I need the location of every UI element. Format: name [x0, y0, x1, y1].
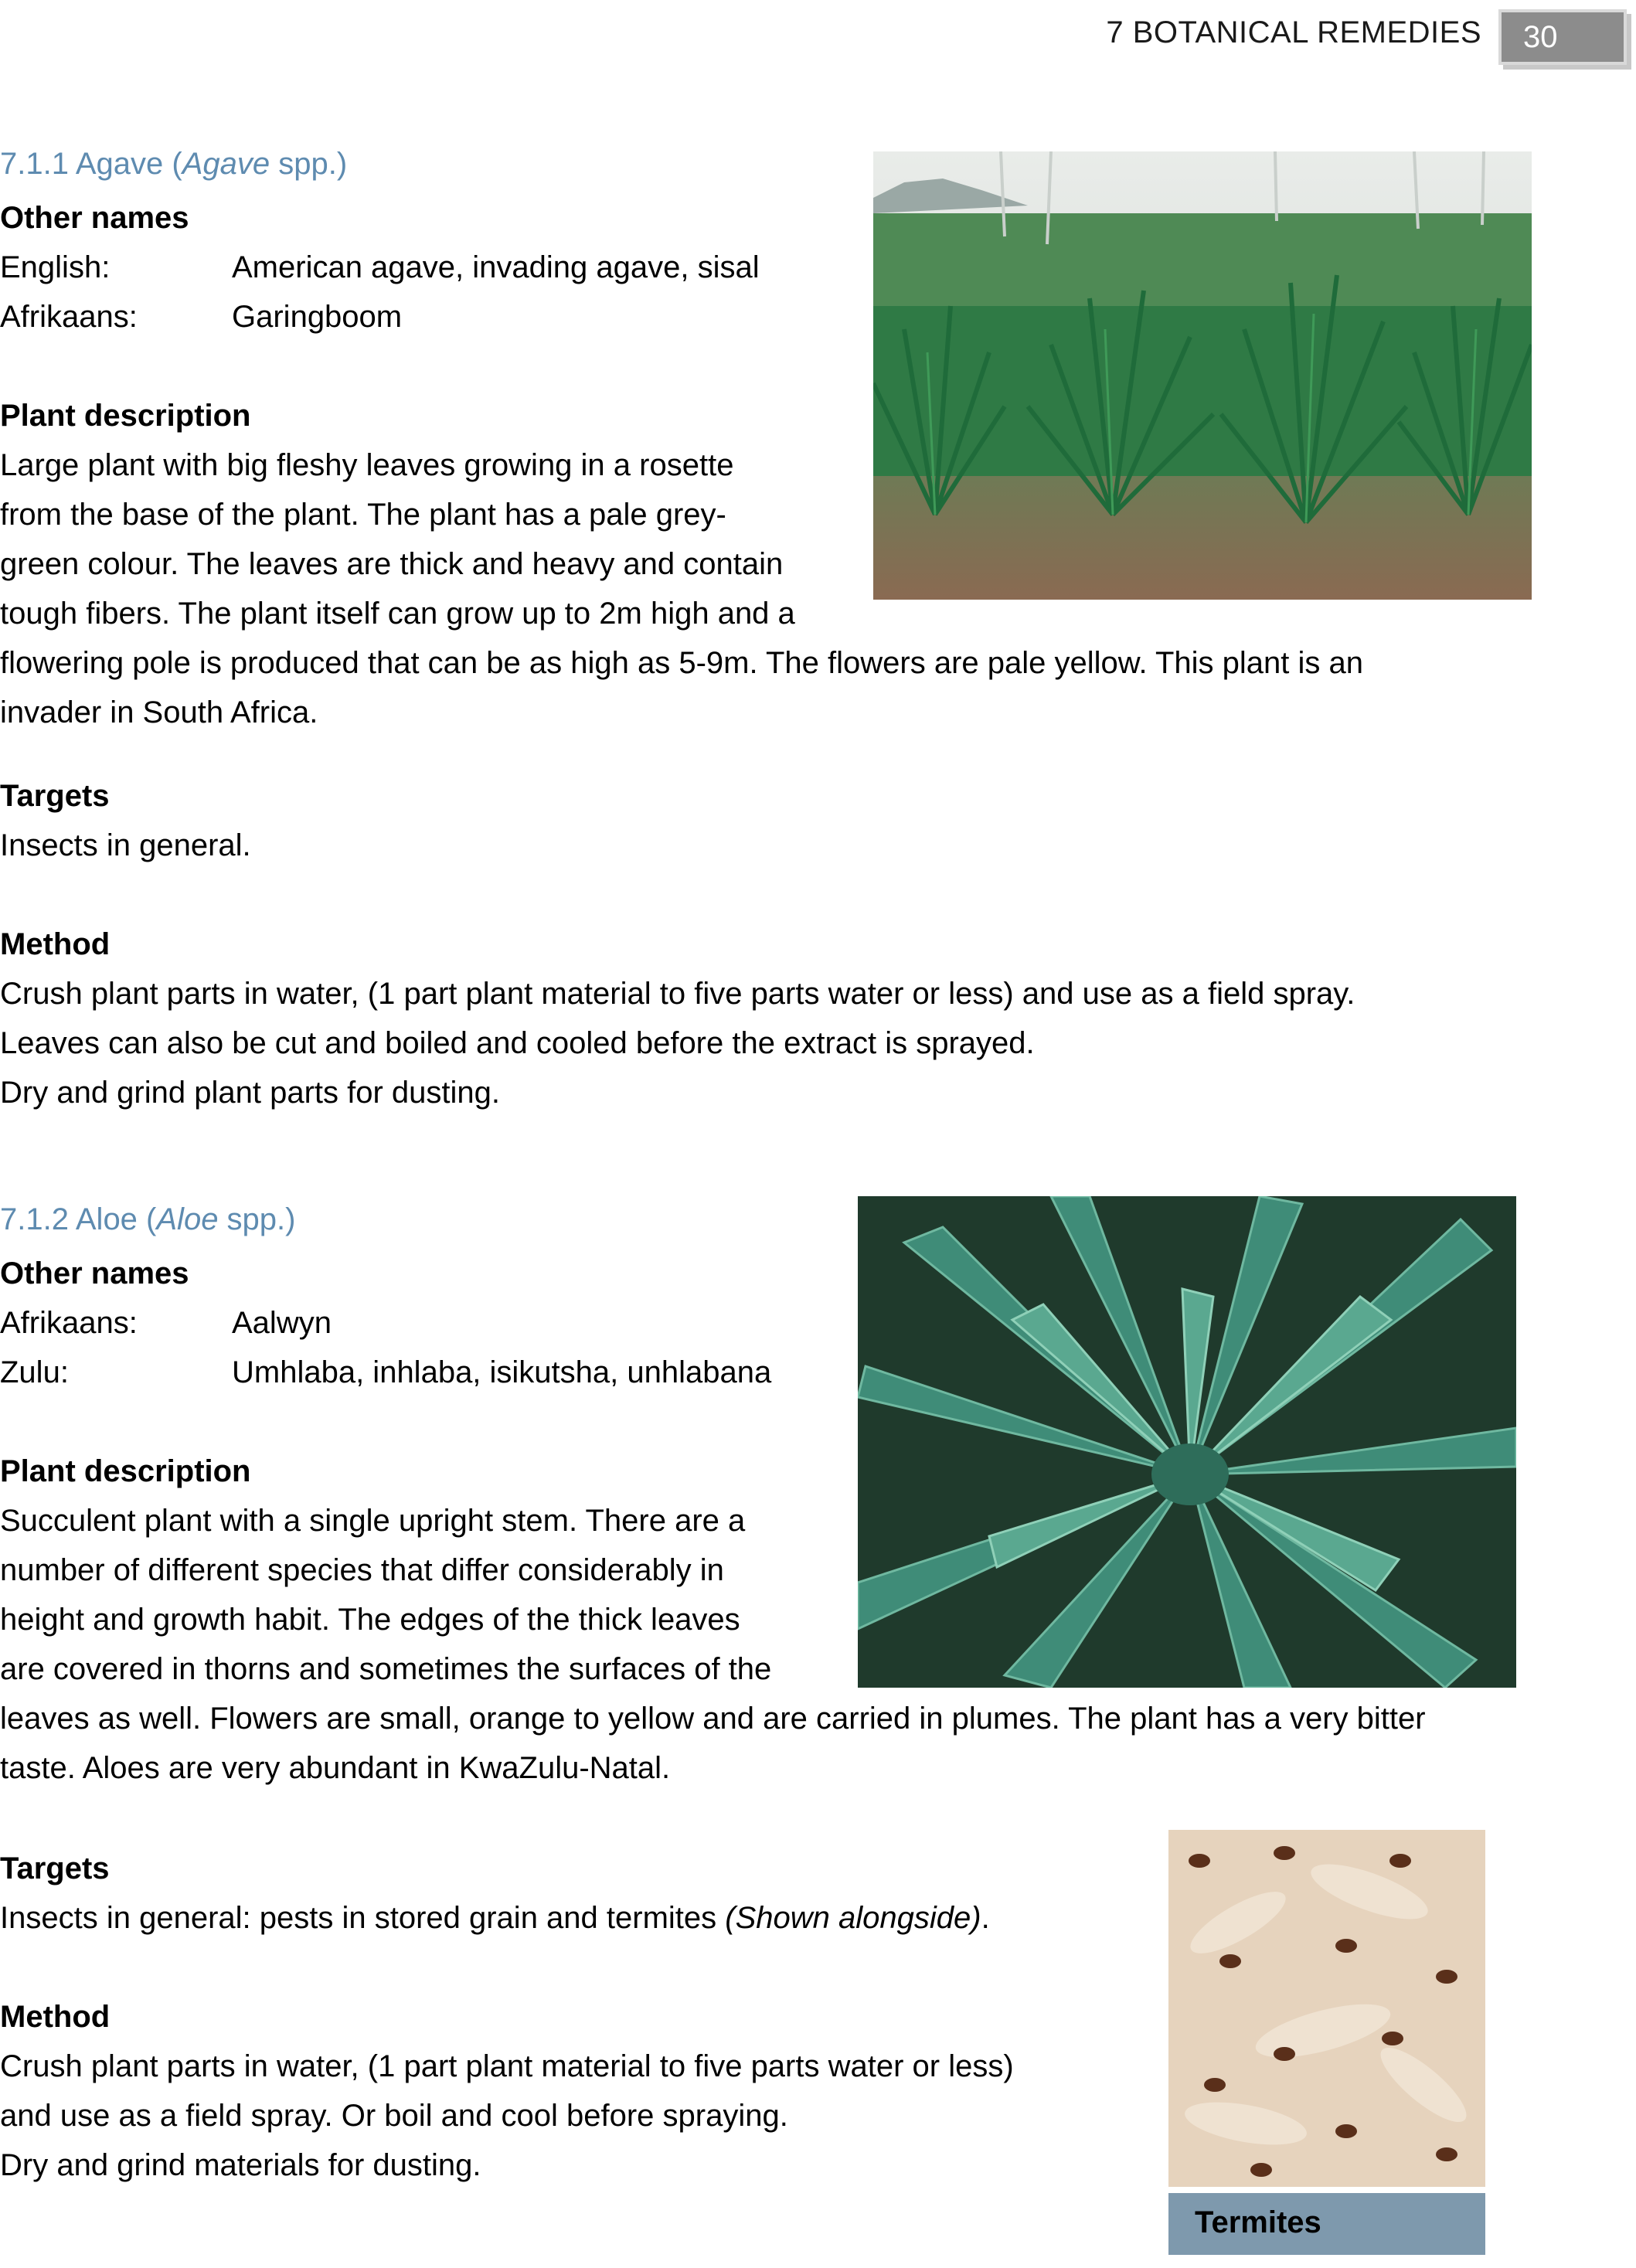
name-value: Aalwyn — [232, 1306, 332, 1340]
agave-description-line: flowering pole is produced that can be as high as 5-9m. The flowers are pale yellow. This plant is an — [0, 646, 1363, 680]
aloe-description-line: Succulent plant with a single upright stem. There are a — [0, 1504, 746, 1538]
aloe-method-label: Method — [0, 2000, 111, 2034]
agave-heading — [0, 147, 347, 182]
aloe-photo — [858, 1196, 1516, 1688]
name-value: Umhlaba, inhlaba, isikutsha, unhlabana — [232, 1355, 772, 1389]
agave-method-line: Leaves can also be cut and boiled and cooled before the extract is sprayed. — [0, 1026, 1035, 1060]
aloe-heading-italic: Aloe — [156, 1202, 219, 1236]
agave-description-label: Plant description — [0, 399, 251, 433]
aloe-description-line: leaves as well. Flowers are small, orange to yellow and are carried in plumes. The plant has a very bitter — [0, 1702, 1426, 1736]
agave-heading-prefix: 7.1.1 Agave ( — [0, 147, 182, 181]
agave-photo — [873, 151, 1532, 600]
aloe-heading — [0, 1202, 295, 1237]
agave-name-row — [0, 292, 402, 342]
agave-targets-label: Targets — [0, 779, 110, 813]
agave-heading-suffix: spp.) — [270, 147, 348, 181]
agave-heading-italic: Agave — [182, 147, 270, 181]
name-value: Garingboom — [232, 300, 403, 334]
name-language: English: — [0, 250, 111, 284]
page-number-box — [1498, 9, 1627, 65]
page-header — [1049, 14, 1636, 68]
aloe-method-line: and use as a field spray. Or boil and cool before spraying. — [0, 2099, 788, 2133]
name-value: American agave, invading agave, sisal — [232, 250, 760, 284]
termites-photo — [1168, 1830, 1485, 2187]
agave-description-line: green colour. The leaves are thick and heavy and contain — [0, 547, 784, 581]
aloe-targets-end: . — [981, 1901, 990, 1935]
aloe-targets-row — [0, 1893, 990, 1943]
aloe-method-line: Crush plant parts in water, (1 part plant material to five parts water or less) — [0, 2049, 1014, 2083]
page-number: 30 — [1523, 20, 1558, 54]
aloe-method-line: Dry and grind materials for dusting. — [0, 2148, 481, 2182]
agave-description-line: tough fibers. The plant itself can grow up to 2m high and a — [0, 597, 795, 631]
name-language: Afrikaans: — [0, 300, 138, 334]
aloe-heading-suffix: spp.) — [218, 1202, 296, 1236]
aloe-heading-prefix: 7.1.2 Aloe ( — [0, 1202, 157, 1236]
aloe-description-line: taste. Aloes are very abundant in KwaZulu-Natal. — [0, 1751, 671, 1785]
aloe-name-row — [0, 1348, 771, 1397]
termites-caption-bar — [1168, 2193, 1485, 2255]
name-language: Afrikaans: — [0, 1306, 138, 1340]
aloe-name-row — [0, 1298, 332, 1348]
aloe-other-names-label: Other names — [0, 1256, 189, 1290]
aloe-description-label: Plant description — [0, 1454, 251, 1488]
name-language: Zulu: — [0, 1355, 69, 1389]
agave-description-line: Large plant with big fleshy leaves growing in a rosette — [0, 448, 734, 482]
agave-other-names-label: Other names — [0, 201, 189, 235]
aloe-targets-note: (Shown alongside) — [725, 1901, 981, 1935]
aloe-description-line: number of different species that differ considerably in — [0, 1553, 724, 1587]
chapter-title: 7 BOTANICAL REMEDIES — [1106, 15, 1481, 49]
aloe-targets-text: Insects in general: pests in stored grain and termites — [0, 1901, 726, 1935]
agave-description-line: invader in South Africa. — [0, 695, 318, 729]
agave-method-label: Method — [0, 927, 111, 961]
agave-name-row — [0, 243, 760, 292]
agave-description-line: from the base of the plant. The plant has a pale grey- — [0, 498, 726, 532]
termites-caption: Termites — [1195, 2205, 1321, 2239]
aloe-targets-label: Targets — [0, 1851, 110, 1885]
agave-method-line: Crush plant parts in water, (1 part plant material to five parts water or less) and use as a field spray. — [0, 977, 1355, 1011]
agave-targets-text: Insects in general. — [0, 828, 251, 862]
aloe-description-line: height and growth habit. The edges of the thick leaves — [0, 1603, 740, 1637]
agave-method-line: Dry and grind plant parts for dusting. — [0, 1076, 501, 1110]
aloe-description-line: are covered in thorns and sometimes the surfaces of the — [0, 1652, 772, 1686]
